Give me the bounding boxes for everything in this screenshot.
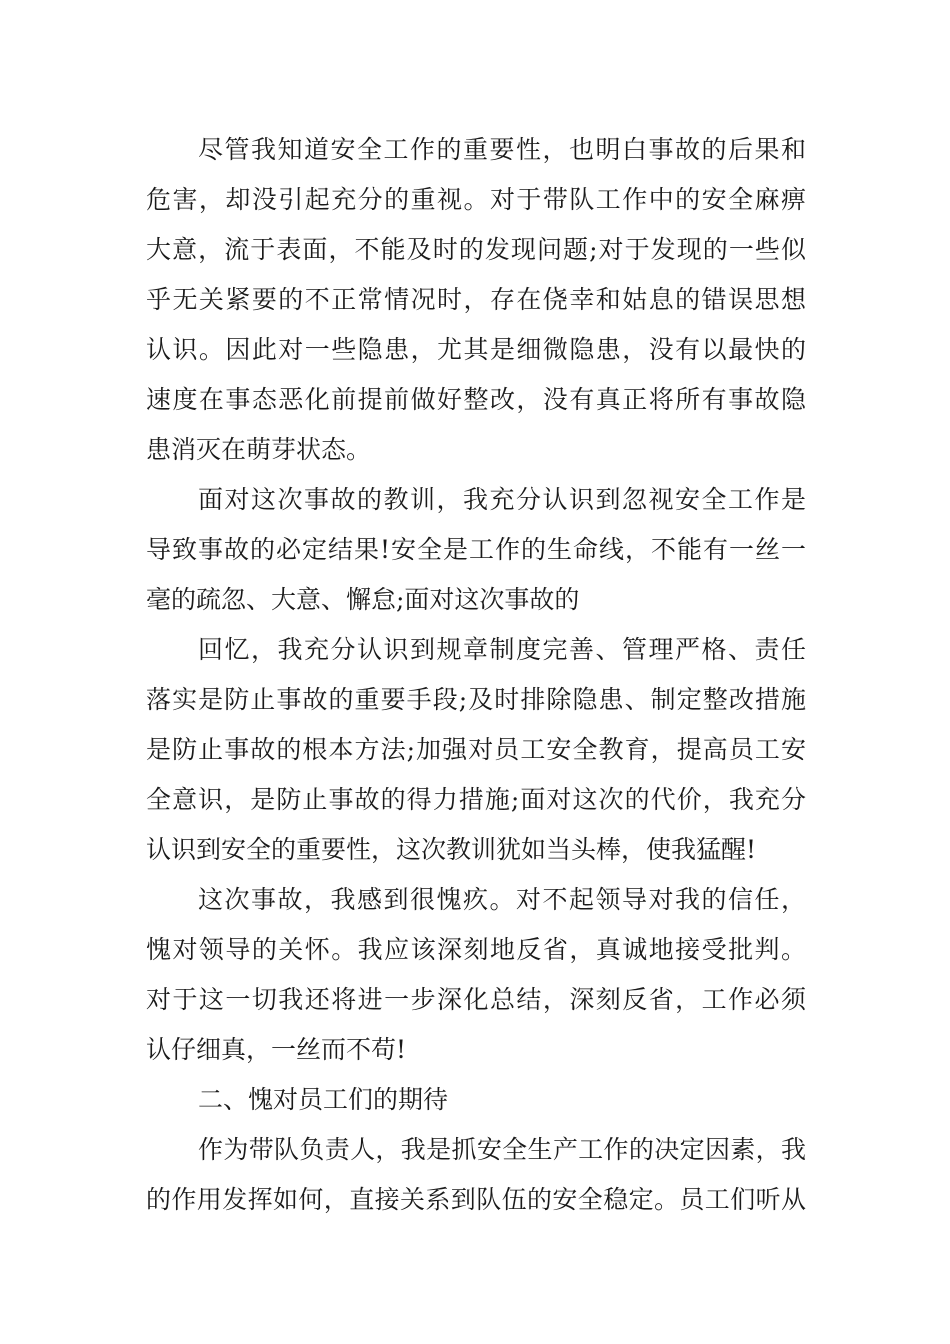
text-line: 危害，却没引起充分的重视。对于带队工作中的安全麻痹 — [146, 185, 806, 214]
text-line: 是防止事故的根本方法;加强对员工安全教育，提高员工安 — [146, 735, 806, 764]
text-line: 乎无关紧要的不正常情况时，存在侥幸和姑息的错误思想 — [146, 285, 806, 314]
text-line: 的作用发挥如何，直接关系到队伍的安全稳定。员工们听从 — [146, 1185, 806, 1214]
text-line: 认识到安全的重要性，这次教训犹如当头棒，使我猛醒! — [146, 835, 757, 864]
text-line: 速度在事态恶化前提前做好整改，没有真正将所有事故隐 — [146, 385, 806, 414]
text-line: 认识。因此对一些隐患，尤其是细微隐患，没有以最快的 — [146, 335, 806, 364]
text-line: 对于这一切我还将进一步深化总结，深刻反省，工作必须 — [146, 985, 806, 1014]
text-line: 认仔细真，一丝而不苟! — [146, 1035, 407, 1064]
text-line: 患消灭在萌芽状态。 — [146, 435, 372, 464]
text-line: 愧对领导的关怀。我应该深刻地反省，真诚地接受批判。 — [146, 935, 806, 964]
text-line: 毫的疏忽、大意、懈怠;面对这次事故的 — [146, 585, 580, 614]
text-line: 这次事故，我感到很愧疚。对不起领导对我的信任， — [198, 885, 806, 914]
section-heading: 二、愧对员工们的期待 — [198, 1085, 449, 1114]
text-line: 回忆，我充分认识到规章制度完善、管理严格、责任 — [198, 635, 806, 664]
text-line: 落实是防止事故的重要手段;及时排除隐患、制定整改措施 — [146, 685, 806, 714]
text-line: 面对这次事故的教训，我充分认识到忽视安全工作是 — [198, 485, 806, 514]
text-line: 导致事故的必定结果!安全是工作的生命线，不能有一丝一 — [146, 535, 806, 564]
text-line: 大意，流于表面，不能及时的发现问题;对于发现的一些似 — [146, 235, 806, 264]
text-line: 全意识，是防止事故的得力措施;面对这次的代价，我充分 — [146, 785, 806, 814]
text-line: 作为带队负责人，我是抓安全生产工作的决定因素，我 — [198, 1135, 806, 1164]
text-line: 尽管我知道安全工作的重要性，也明白事故的后果和 — [198, 135, 806, 164]
